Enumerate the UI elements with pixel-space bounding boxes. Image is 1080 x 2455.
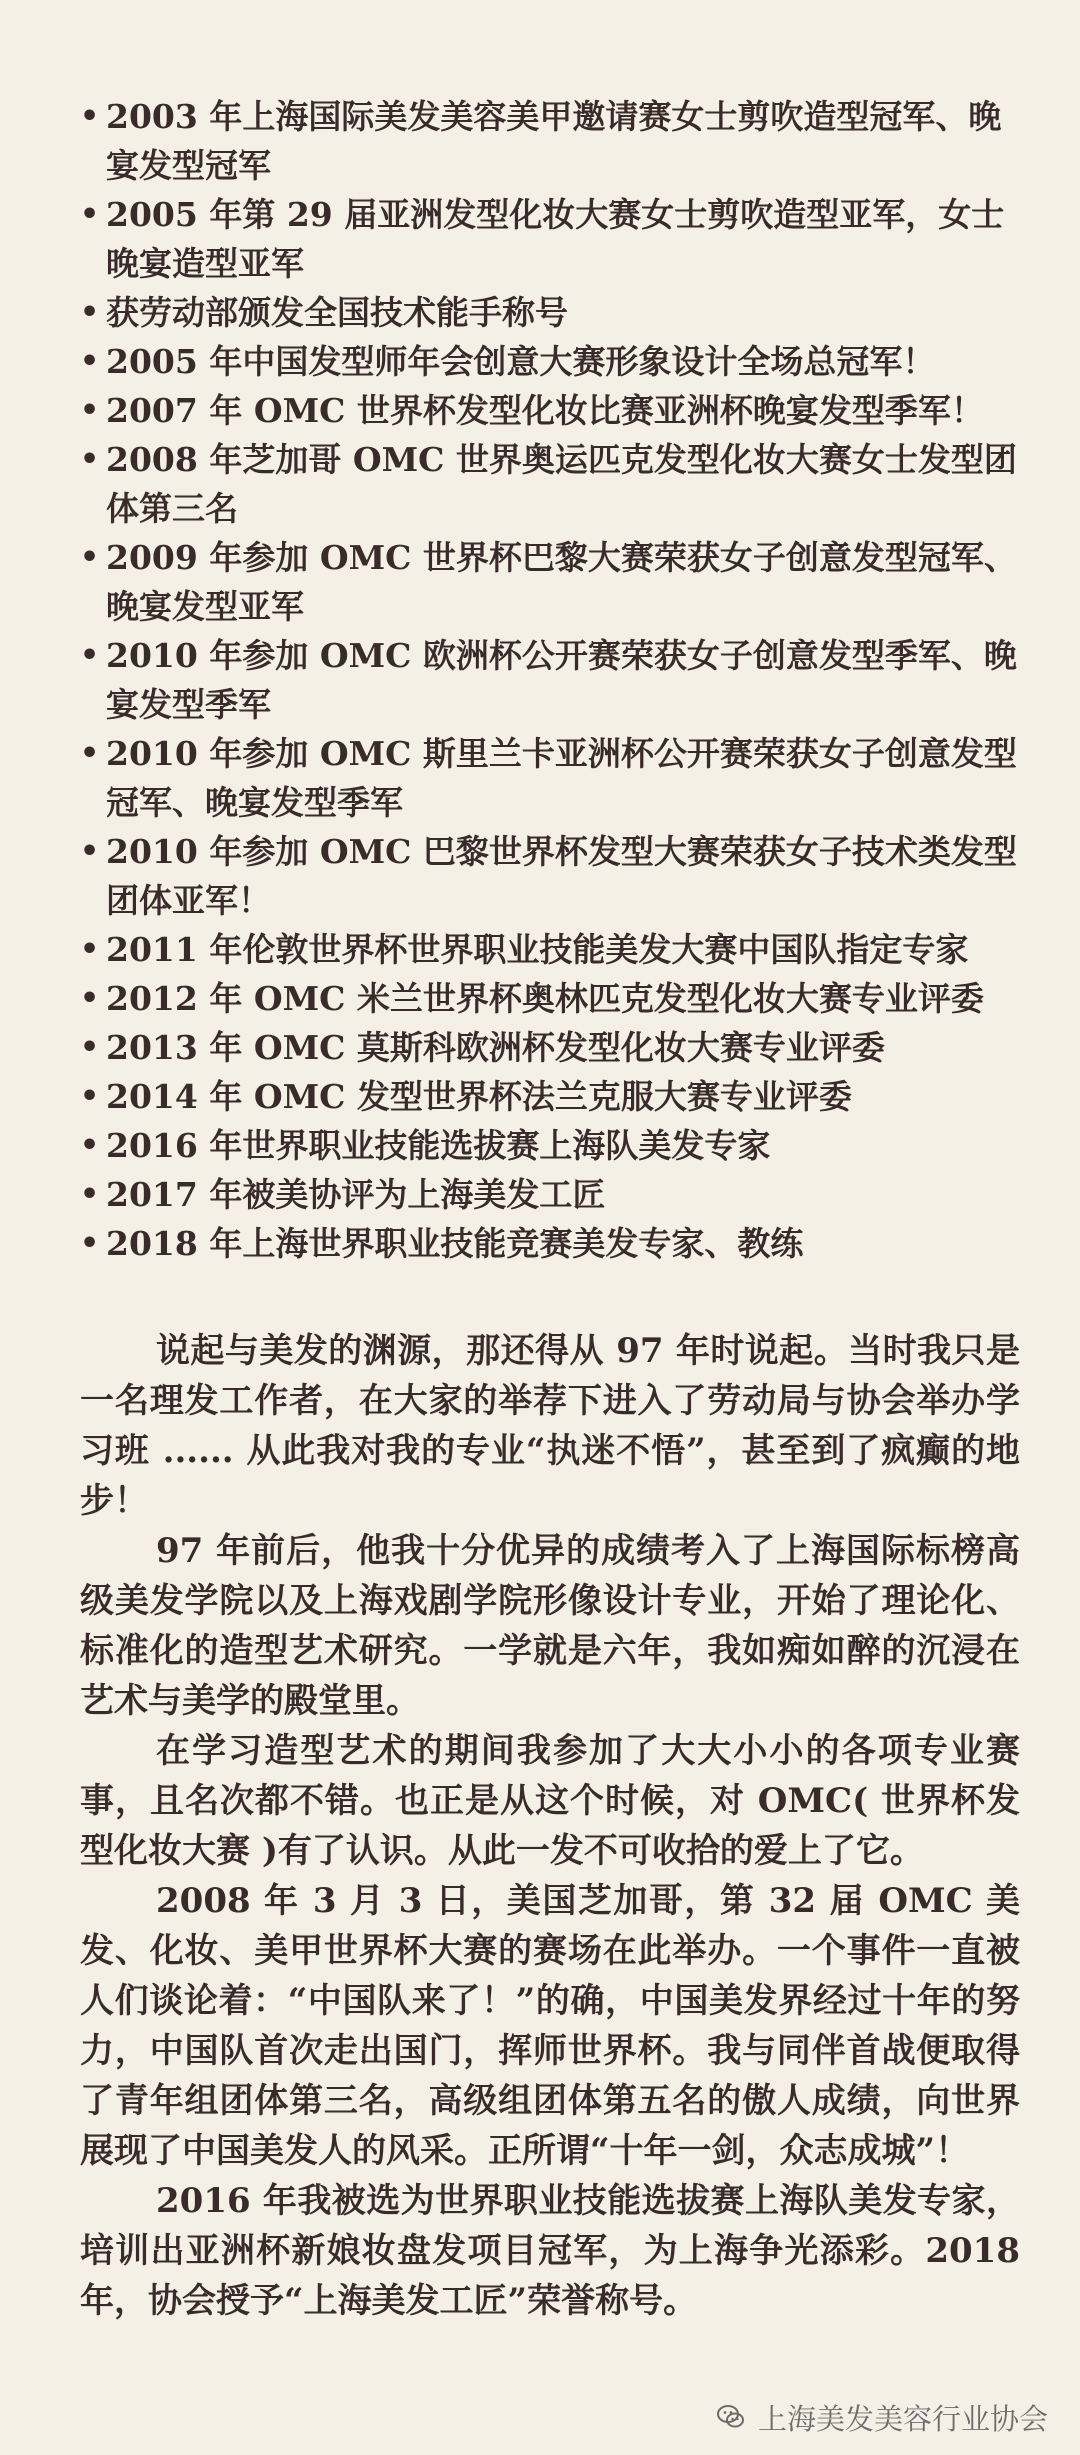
bullet-icon: • [80, 1226, 100, 1261]
award-item [80, 533, 1020, 631]
award-item [80, 288, 1020, 337]
story-paragraph: 2008 年 3 月 3 日，美国芝加哥，第 32 届 OMC 美发、化妆、美甲世界杯大赛的赛场在此举办。一个事件一直被人们谈论着：“中国队来了！”的确，中国美发界经过十年的努力，中国队首次走出国门，挥师世界杯。我与同伴首战便取得了青年组团体第三名，高级组团体第五名的傲人成绩，向世界展现了中国美发人的风采。正所谓“十年一剑，众志成城”！ [80, 1881, 1020, 2171]
wechat-icon [714, 2400, 748, 2434]
award-text: 2005 年中国发型师年会创意大赛形象设计全场总冠军！ [106, 342, 936, 381]
bullet-icon: • [80, 932, 100, 967]
story-paragraph: 在学习造型艺术的期间我参加了大大小小的各项专业赛事，且名次都不错。也正是从这个时候，对 OMC( 世界杯发型化妆大赛 )有了认识。从此一发不可收拾的爱上了它。 [80, 1731, 1020, 1871]
award-text: 2016 年世界职业技能选拔赛上海队美发专家 [106, 1126, 771, 1165]
award-item [80, 337, 1020, 386]
bullet-icon: • [80, 344, 100, 379]
award-text: 2014 年 OMC 发型世界杯法兰克服大赛专业评委 [106, 1077, 852, 1116]
award-text: 2005 年第 29 届亚洲发型化妆大赛女士剪吹造型亚军，女士晚宴造型亚军 [106, 195, 1005, 283]
bullet-icon: • [80, 197, 100, 232]
award-item [80, 1121, 1020, 1170]
bullet-icon: • [80, 638, 100, 673]
bullet-icon: • [80, 1128, 100, 1163]
award-text: 2010 年参加 OMC 巴黎世界杯发型大赛荣获女子技术类发型团体亚军！ [106, 832, 1017, 920]
award-text: 2007 年 OMC 世界杯发型化妆比赛亚洲杯晚宴发型季军！ [106, 391, 984, 430]
award-item [80, 729, 1020, 827]
bullet-icon: • [80, 834, 100, 869]
bullet-icon: • [80, 981, 100, 1016]
award-item [80, 925, 1020, 974]
award-text: 2009 年参加 OMC 世界杯巴黎大赛荣获女子创意发型冠军、晚宴发型亚军 [106, 538, 1017, 626]
bullet-icon: • [80, 393, 100, 428]
award-item [80, 1170, 1020, 1219]
bullet-icon: • [80, 99, 100, 134]
award-text: 2010 年参加 OMC 欧洲杯公开赛荣获女子创意发型季军、晚宴发型季军 [106, 636, 1017, 724]
award-item [80, 386, 1020, 435]
bullet-icon: • [80, 736, 100, 771]
watermark-footer [714, 2397, 1048, 2437]
bullet-icon: • [80, 1030, 100, 1065]
bullet-icon: • [80, 442, 100, 477]
bullet-icon: • [80, 1177, 100, 1212]
award-item [80, 827, 1020, 925]
award-text: 2017 年被美协评为上海美发工匠 [106, 1175, 606, 1214]
award-item [80, 92, 1020, 190]
bullet-icon: • [80, 295, 100, 330]
story-paragraph: 说起与美发的渊源，那还得从 97 年时说起。当时我只是一名理发工作者，在大家的举荐下进入了劳动局与协会举办学习班 ...... 从此我对我的专业“执迷不悟”，甚至到了疯癫的地步！ [80, 1331, 1020, 1521]
award-text: 2011 年伦敦世界杯世界职业技能美发大赛中国队指定专家 [106, 930, 969, 969]
story-paragraph: 2016 年我被选为世界职业技能选拔赛上海队美发专家，培训出亚洲杯新娘妆盘发项目冠军，为上海争光添彩。2018 年，协会授予“上海美发工匠”荣誉称号。 [80, 2181, 1020, 2321]
award-item [80, 190, 1020, 288]
award-item [80, 631, 1020, 729]
award-item [80, 1072, 1020, 1121]
bullet-icon: • [80, 1079, 100, 1114]
award-text: 2018 年上海世界职业技能竞赛美发专家、教练 [106, 1224, 804, 1263]
story-section [80, 1326, 1020, 2326]
story-paragraph: 97 年前后，他我十分优异的成绩考入了上海国际标榜高级美发学院以及上海戏剧学院形像设计专业，开始了理论化、标准化的造型艺术研究。一学就是六年，我如痴如醉的沉浸在艺术与美学的殿堂里。 [80, 1531, 1020, 1721]
award-text: 2010 年参加 OMC 斯里兰卡亚洲杯公开赛荣获女子创意发型冠军、晚宴发型季军 [106, 734, 1017, 822]
award-text: 获劳动部颁发全国技术能手称号 [106, 293, 568, 332]
award-item [80, 974, 1020, 1023]
award-text: 2012 年 OMC 米兰世界杯奥林匹克发型化妆大赛专业评委 [106, 979, 984, 1018]
award-text: 2003 年上海国际美发美容美甲邀请赛女士剪吹造型冠军、晚宴发型冠军 [106, 97, 1002, 185]
organization-name: 上海美发美容行业协会 [757, 2401, 1048, 2436]
award-item [80, 435, 1020, 533]
award-item [80, 1023, 1020, 1072]
award-text: 2013 年 OMC 莫斯科欧洲杯发型化妆大赛专业评委 [106, 1028, 885, 1067]
bullet-icon: • [80, 540, 100, 575]
award-text: 2008 年芝加哥 OMC 世界奥运匹克发型化妆大赛女士发型团体第三名 [106, 440, 1017, 528]
award-item [80, 1219, 1020, 1268]
awards-list [80, 92, 1020, 1268]
